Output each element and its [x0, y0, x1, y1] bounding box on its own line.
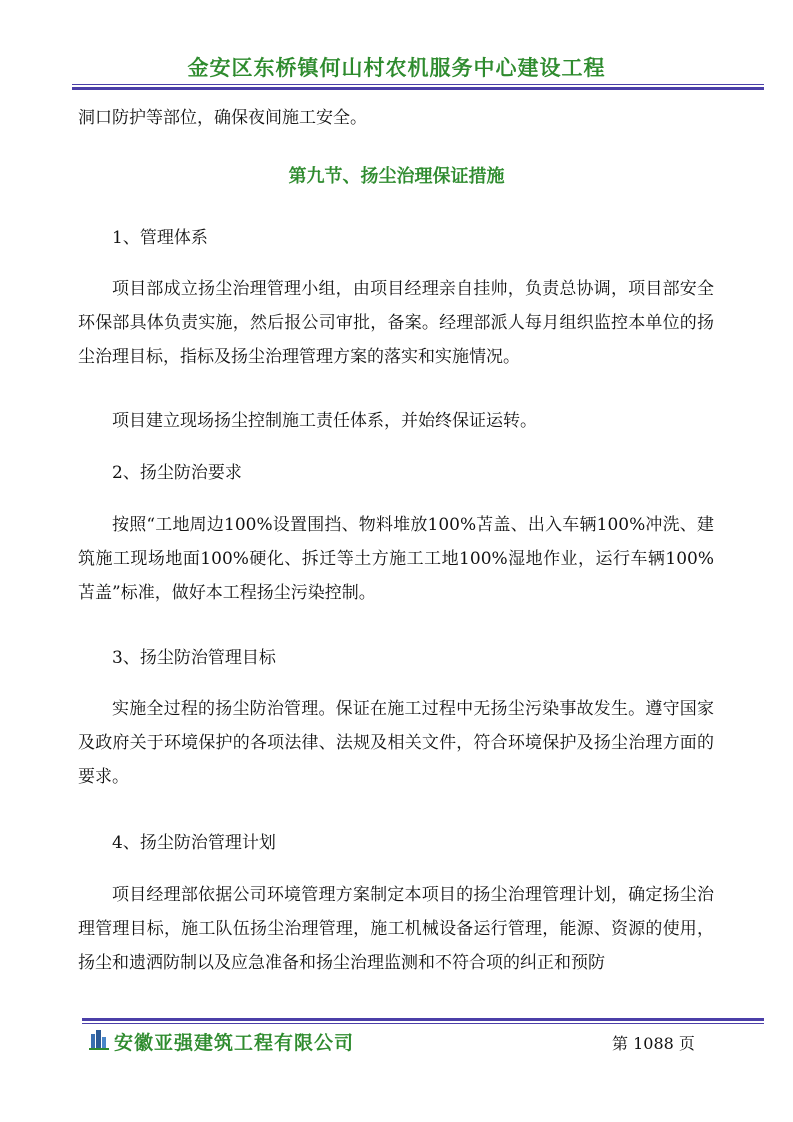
- building-logo-icon: [88, 1028, 110, 1050]
- item1-title: 1、管理体系: [112, 228, 208, 248]
- item1-paragraph-1: 项目部成立扬尘治理管理小组，由项目经理亲自挂帅，负责总协调，项目部安全环保部具体负责实施，然后报公司审批，备案。经理部派人每月组织监控本单位的扬尘治理目标，指标及扬尘治理管理方案的落实和实施情况。: [78, 279, 714, 367]
- item3-paragraph-1: 实施全过程的扬尘防治管理。保证在施工过程中无扬尘污染事故发生。遵守国家及政府关于环境保护的各项法律、法规及相关文件，符合环境保护及扬尘治理方面的要求。: [78, 699, 714, 787]
- item4-paragraph-1: 项目经理部依据公司环境管理方案制定本项目的扬尘治理管理计划，确定扬尘治理管理目标，施工队伍扬尘治理管理，施工机械设备运行管理，能源、资源的使用，扬尘和遗洒防制以及应急准备和扬尘治理监测和不符合项的纠正和预防: [78, 885, 714, 973]
- continuation-paragraph: 洞口防护等部位，确保夜间施工安全。: [78, 108, 367, 128]
- item2-paragraph-1: 按照“工地周边100%设置围挡、物料堆放100%苫盖、出入车辆100%冲洗、建筑施工现场地面100%硬化、拆迁等土方施工工地100%湿地作业，运行车辆100%苫盖”标准，做好本工程扬尘污染控制。: [78, 515, 714, 603]
- footer-page-number: 第 1088 页: [612, 1034, 695, 1053]
- footer-rule-thick: [82, 1018, 764, 1021]
- section-heading: 第九节、扬尘治理保证措施: [288, 166, 505, 187]
- item3-title: 3、扬尘防治管理目标: [112, 648, 276, 668]
- footer-company-name: 安徽亚强建筑工程有限公司: [114, 1032, 355, 1054]
- header-rule-thin: [72, 84, 764, 85]
- item1-paragraph-2: 项目建立现场扬尘控制施工责任体系，并始终保证运转。: [112, 411, 537, 431]
- item4-title: 4、扬尘防治管理计划: [112, 833, 276, 853]
- header-rule-thick: [72, 87, 764, 90]
- footer-rule-thin: [82, 1023, 764, 1024]
- document-header-title: 金安区东桥镇何山村农机服务中心建设工程: [187, 56, 606, 80]
- item2-title: 2、扬尘防治要求: [112, 463, 242, 483]
